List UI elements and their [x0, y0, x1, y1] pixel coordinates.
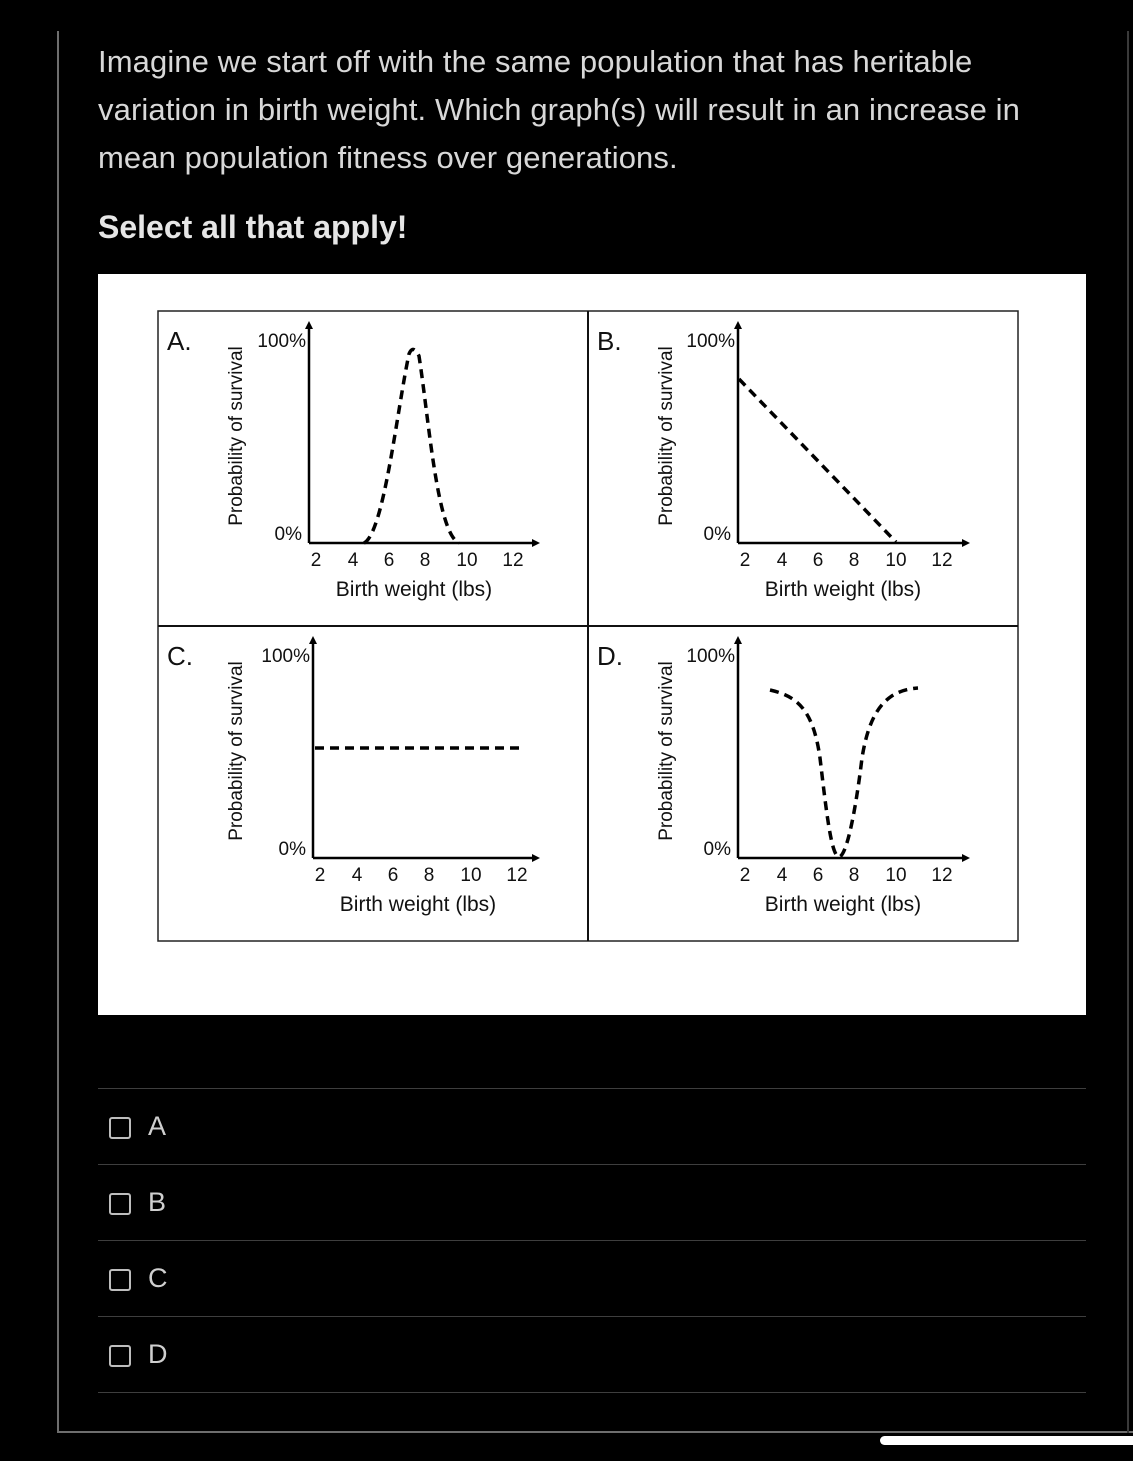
panel-b-y-axis-arrow [734, 321, 742, 329]
panel-b-x-tick-label: 8 [848, 550, 860, 571]
panel-c-x-tick-label: 8 [423, 865, 435, 886]
panel-c-x-tick-label: 6 [387, 865, 399, 886]
panel-c-letter: C. [167, 641, 193, 671]
panel-a-y-tick-0: 0% [274, 524, 302, 545]
panel-a-y-axis-arrow [305, 321, 313, 329]
panel-b-x-tick-label: 4 [776, 550, 788, 571]
panel-b-survival-curve [739, 379, 896, 542]
panel-b-x-tick-label: 12 [931, 550, 953, 571]
panel-d-y-axis-arrow [734, 636, 742, 644]
panel-b-x-tick-label: 6 [812, 550, 824, 571]
survival-graphs-figure [98, 274, 1086, 1015]
option-label: D [148, 1339, 168, 1369]
checkbox-icon[interactable] [109, 1193, 131, 1215]
panel-d-x-axis-arrow [962, 854, 970, 862]
option-b[interactable] [98, 1164, 1086, 1240]
panel-d-x-tick-label: 10 [885, 865, 907, 886]
panel-c-x-axis-arrow [532, 854, 540, 862]
checkbox-icon[interactable] [109, 1345, 131, 1367]
select-all-instruction: Select all that apply! [98, 209, 408, 245]
panel-b-x-tick-label: 10 [885, 550, 907, 571]
panel-c-x-tick-label: 10 [460, 865, 482, 886]
panel-d-y-tick-0: 0% [703, 839, 731, 860]
panel-d-x-tick-label: 12 [931, 865, 953, 886]
panel-d-letter: D. [597, 641, 623, 671]
option-a[interactable] [98, 1088, 1086, 1164]
panel-d-x-tick-label: 6 [812, 865, 824, 886]
panel-a-survival-curve [364, 349, 459, 543]
panel-a-x-tick-label: 2 [310, 550, 322, 571]
panel-a-x-tick-label: 4 [347, 550, 359, 571]
option-c[interactable] [98, 1240, 1086, 1316]
panel-c-x-tick-label: 4 [351, 865, 363, 886]
panel-d-x-tick-label: 2 [739, 865, 751, 886]
panel-c-x-axis-label: Birth weight (lbs) [339, 893, 497, 916]
panel-a-x-tick-label: 10 [456, 550, 478, 571]
panel-d-y-axis-label: Probability of survival [656, 661, 677, 841]
panel-d-y-tick-100: 100% [686, 646, 735, 667]
panel-b-y-axis-label: Probability of survival [656, 346, 677, 526]
panel-a-y-axis-label: Probability of survival [226, 346, 247, 526]
panel-a-x-axis-label: Birth weight (lbs) [335, 578, 493, 601]
checkbox-icon[interactable] [109, 1117, 131, 1139]
panel-a-letter: A. [167, 326, 192, 356]
panel-c-x-tick-label: 12 [506, 865, 528, 886]
option-d[interactable] [98, 1316, 1086, 1393]
panel-d-x-tick-label: 4 [776, 865, 788, 886]
panel-b-y-tick-100: 100% [686, 331, 735, 352]
panel-b-letter: B. [597, 326, 622, 356]
panel-d-survival-curve [770, 688, 918, 857]
panel-b-x-axis-arrow [962, 539, 970, 547]
panel-b-x-axis-label: Birth weight (lbs) [764, 578, 922, 601]
question-figure [98, 274, 1086, 1015]
panel-c-y-tick-0: 0% [278, 839, 306, 860]
option-label: B [148, 1187, 167, 1217]
card-right-edge [1127, 31, 1129, 1433]
panel-a-x-axis-arrow [532, 539, 540, 547]
panel-a-x-tick-label: 12 [502, 550, 524, 571]
panel-d-x-axis-label: Birth weight (lbs) [764, 893, 922, 916]
checkbox-icon[interactable] [109, 1269, 131, 1291]
option-label: A [148, 1111, 167, 1141]
panel-b-y-tick-0: 0% [703, 524, 731, 545]
panel-d-x-tick-label: 8 [848, 865, 860, 886]
panel-c-y-axis-label: Probability of survival [226, 661, 247, 841]
horizontal-scrollbar[interactable] [880, 1436, 1133, 1445]
answer-options [98, 1088, 1086, 1393]
question-text: Imagine we start off with the same population that has heritable variation in birth weight. Which graph(s) will result in an increase in mean population fitness over generations. [98, 44, 1020, 175]
panel-c-x-tick-label: 2 [314, 865, 326, 886]
panel-c-y-axis-arrow [309, 636, 317, 644]
panel-b-x-tick-label: 2 [739, 550, 751, 571]
panel-a-x-tick-label: 6 [383, 550, 395, 571]
panel-c-y-tick-100: 100% [261, 646, 310, 667]
panel-a-x-tick-label: 8 [419, 550, 431, 571]
panel-a-y-tick-100: 100% [257, 331, 306, 352]
option-label: C [148, 1263, 168, 1293]
